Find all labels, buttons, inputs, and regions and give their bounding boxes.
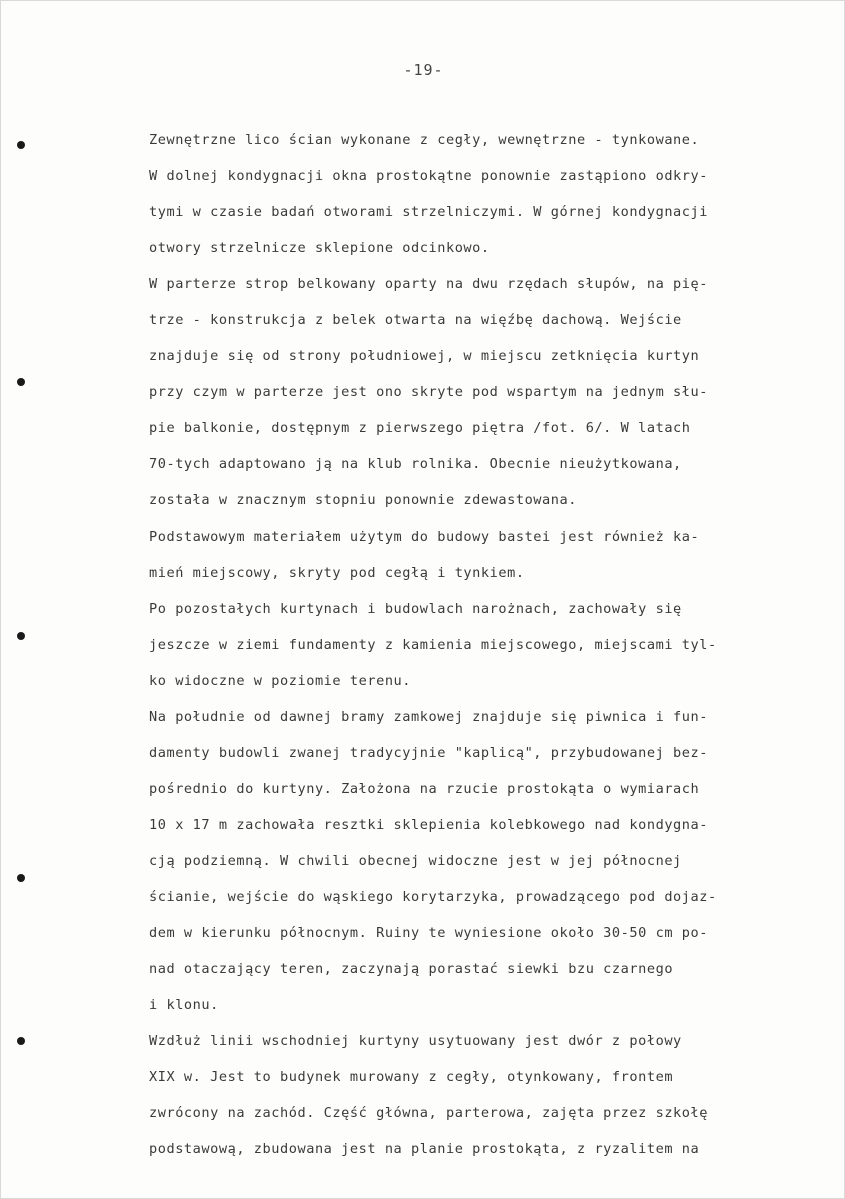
text-line: Podstawowym materiałem użytym do budowy bastei jest również ka- (149, 528, 700, 545)
text-line: ko widoczne w poziomie terenu. (149, 672, 412, 689)
page-number: -19- (403, 61, 444, 79)
text-line: zwrócony na zachód. Część główna, parterowa, zajęta przez szkołę (149, 1105, 708, 1122)
text-line: ścianie, wejście do wąskiego korytarzyka, prowadzącego pod dojaz- (149, 888, 717, 905)
binder-hole-mark (17, 632, 25, 640)
text-line: dem w kierunku północnym. Ruiny te wyniesione około 30-50 cm po- (149, 925, 708, 942)
text-line: i klonu. (149, 997, 219, 1014)
text-line: trze - konstrukcja z belek otwarta na więźbę dachową. Wejście (149, 312, 682, 329)
text-line: Wzdłuż linii wschodniej kurtyny usytuowany jest dwór z połowy (149, 1033, 682, 1050)
binder-hole-mark (17, 874, 25, 882)
text-line: pośrednio do kurtyny. Założona na rzucie prostokąta o wymiarach (149, 780, 700, 797)
text-line: Na południe od dawnej bramy zamkowej znajduje się piwnica i fun- (149, 708, 708, 725)
text-line: 10 x 17 m zachowała resztki sklepienia kolebkowego nad kondygna- (149, 816, 708, 833)
binder-hole-mark (17, 378, 25, 386)
text-line: otwory strzelnicze sklepione odcinkowo. (149, 240, 490, 257)
text-line: nad otaczający teren, zaczynają porastać siewki bzu czarnego (149, 961, 674, 978)
text-line: mień miejscowy, skryty pod cegłą i tynkiem. (149, 564, 525, 581)
text-line: jeszcze w ziemi fundamenty z kamienia miejscowego, miejscami tyl- (149, 636, 717, 653)
binder-hole-mark (17, 1037, 25, 1045)
text-line: W dolnej kondygnacji okna prostokątne ponownie zastąpiono odkry- (149, 168, 708, 185)
text-line: XIX w. Jest to budynek murowany z cegły, otynkowany, frontem (149, 1069, 674, 1086)
text-line: znajduje się od strony południowej, w miejscu zetknięcia kurtyn (149, 348, 700, 365)
text-line: podstawową, zbudowana jest na planie prostokąta, z ryzalitem na (149, 1141, 700, 1158)
text-line: pie balkonie, dostępnym z pierwszego piętra /fot. 6/. W latach (149, 420, 691, 437)
text-line: przy czym w parterze jest ono skryte pod wspartym na jednym słu- (149, 384, 708, 401)
text-line: W parterze strop belkowany oparty na dwu rzędach słupów, na pię- (149, 276, 708, 293)
text-line: Zewnętrzne lico ścian wykonane z cegły, wewnętrzne - tynkowane. (149, 132, 700, 148)
text-line: została w znacznym stopniu ponownie zdewastowana. (149, 492, 577, 509)
text-line: cją podziemną. W chwili obecnej widoczne jest w jej północnej (149, 852, 682, 869)
text-line: damenty budowli zwanej tradycyjnie "kaplicą", przybudowanej bez- (149, 744, 708, 761)
text-line: Po pozostałych kurtynach i budowlach narożnach, zachowały się (149, 600, 682, 617)
binder-hole-mark (17, 141, 25, 149)
text-line: tymi w czasie badań otworami strzelniczymi. W górnej kondygnacji (149, 204, 708, 221)
body-text (149, 122, 839, 1167)
text-line: 70-tych adaptowano ją na klub rolnika. Obecnie nieużytkowana, (149, 456, 682, 473)
